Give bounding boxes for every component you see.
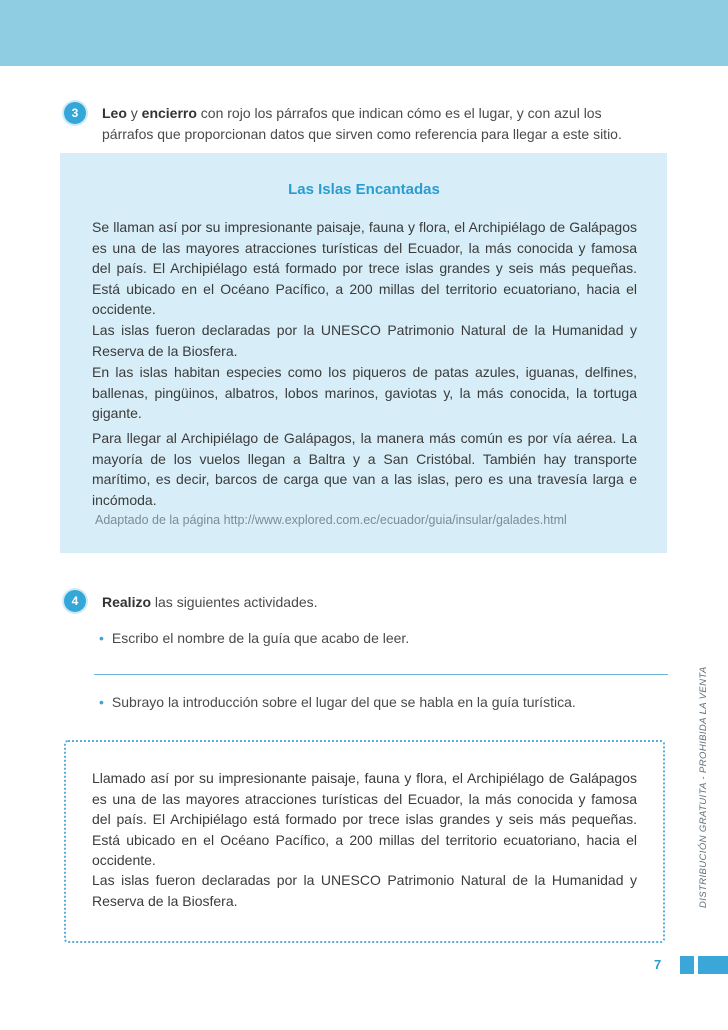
activity-3-instruction-line2: párrafos que proporcionan datos que sirven como referencia para llegar a este sitio. [102,126,622,142]
activity-4-instruction [102,592,318,613]
instruction-text: las siguientes actividades. [151,594,318,610]
page-number: 7 [654,957,662,972]
page-tab-notch [694,956,698,974]
reading-source: Adaptado de la página http://www.explored.com.ec/ecuador/guia/insular/galades.html [95,513,567,527]
reading-paragraph-4[interactable]: Para llegar al Archipiélago de Galápagos, la manera más común es por vía aérea. La mayoría de los vuelos llegan a Baltra y a San Cristóbal. También hay transporte marítimo, es decir, barcos de carga que van a las islas, pero es una travesía larga e incómoda. [92,430,637,508]
bullet-icon: • [99,694,104,710]
activity-3-instruction-line1 [102,103,602,124]
instruction-verb-leo: Leo [102,105,127,121]
side-distribution-notice: DISTRIBUCIÓN GRATUITA - PROHIBIDA LA VENTA [698,666,709,908]
page-tab [680,956,728,974]
bullet-item-2 [99,694,576,710]
bullet-text: Subrayo la introducción sobre el lugar del que se habla en la guía turística. [111,694,576,710]
activity-3-number-badge: 3 [64,102,86,124]
reading-paragraph-2[interactable]: Las islas fueron declaradas por la UNESCO Patrimonio Natural de la Humanidad y Reserva de la Biosfera. [92,322,637,359]
answer-line[interactable] [94,674,668,675]
bullet-text: Escribo el nombre de la guía que acabo de leer. [111,630,410,646]
instruction-text: con rojo los párrafos que indican cómo es el lugar, y con azul los [196,105,602,121]
reading-paragraph-1[interactable]: Se llaman así por su impresionante paisaje, fauna y flora, el Archipiélago de Galápagos es una de las mayores atracciones turísticas del Ecuador, la más conocida y famosa del país. El Archipiélago está formado por trece islas grandes y seis más pequeñas. Está ubicado en el Océano Pacífico, a 200 millas del territorio ecuatoriano, hacia el occidente. [92,219,637,318]
bullet-icon: • [99,630,104,646]
instruction-verb-encierro: encierro [141,105,197,121]
bullet-item-1 [99,630,409,646]
reading-paragraph-3[interactable]: En las islas habitan especies como los piqueros de patas azules, iguanas, delfines, ballenas, pingüinos, albatros, lobos marinos, gaviotas y, la más conocida, la tortuga gigante. [92,364,637,422]
excerpt-paragraph-1[interactable]: Llamado así por su impresionante paisaje, fauna y flora, el Archipiélago de Galápagos es una de las mayores atracciones turísticas del Ecuador, la más conocida y famosa del país. El Archipiélago está formado por trece islas grandes y seis más pequeñas. Está ubicado en el Océano Pacífico, a 200 millas del territorio ecuatoriano, hacia el occidente. [92,770,637,869]
top-header-band [0,0,728,66]
instruction-verb-realizo: Realizo [102,594,152,610]
excerpt-paragraph-2[interactable]: Las islas fueron declaradas por la UNESCO Patrimonio Natural de la Humanidad y Reserva de la Biosfera. [92,872,637,909]
reading-title: Las Islas Encantadas [288,181,440,198]
activity-4-number-badge: 4 [64,590,86,612]
instruction-text: y [126,105,142,121]
